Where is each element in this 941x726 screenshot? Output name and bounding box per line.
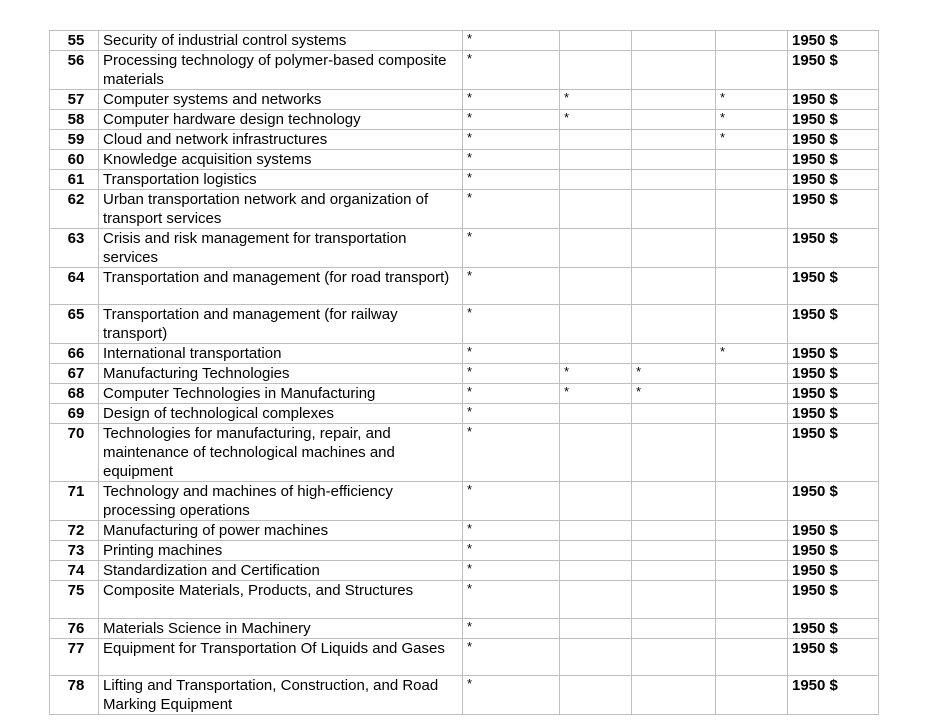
table-row [50,364,879,384]
availability-mark [560,424,632,482]
price: 1950 $ [788,521,879,541]
availability-mark [632,90,716,110]
program-name: Manufacturing Technologies [99,364,463,384]
table-row [50,541,879,561]
availability-mark [716,150,788,170]
program-name: Computer Technologies in Manufacturing [99,384,463,404]
availability-mark [716,31,788,51]
availability-mark [560,541,632,561]
price: 1950 $ [788,424,879,482]
availability-mark [560,130,632,150]
availability-mark: * [463,639,560,676]
availability-mark: * [463,268,560,305]
availability-mark: * [463,130,560,150]
availability-mark [560,51,632,90]
row-number: 73 [50,541,99,561]
availability-mark: * [463,229,560,268]
availability-mark [560,676,632,715]
row-number: 63 [50,229,99,268]
price: 1950 $ [788,384,879,404]
price: 1950 $ [788,130,879,150]
availability-mark [560,268,632,305]
availability-mark [560,404,632,424]
program-name: Crisis and risk management for transportation services [99,229,463,268]
availability-mark [716,229,788,268]
availability-mark: * [632,364,716,384]
availability-mark: * [560,110,632,130]
availability-mark: * [463,170,560,190]
availability-mark [716,404,788,424]
availability-mark [716,561,788,581]
availability-mark [560,150,632,170]
row-number: 77 [50,639,99,676]
availability-mark [560,639,632,676]
program-name: Security of industrial control systems [99,31,463,51]
availability-mark: * [463,305,560,344]
row-number: 67 [50,364,99,384]
program-name: Transportation and management (for road transport) [99,268,463,305]
availability-mark [632,170,716,190]
row-number: 61 [50,170,99,190]
availability-mark: * [716,110,788,130]
program-name: Technology and machines of high-efficiency processing operations [99,482,463,521]
availability-mark [632,268,716,305]
availability-mark: * [632,384,716,404]
row-number: 55 [50,31,99,51]
availability-mark [560,31,632,51]
availability-mark [716,268,788,305]
price: 1950 $ [788,561,879,581]
availability-mark: * [463,561,560,581]
availability-mark [632,521,716,541]
price: 1950 $ [788,305,879,344]
price: 1950 $ [788,404,879,424]
availability-mark [560,344,632,364]
row-number: 76 [50,619,99,639]
availability-mark [632,305,716,344]
availability-mark: * [463,364,560,384]
row-number: 68 [50,384,99,404]
availability-mark [632,639,716,676]
availability-mark [632,619,716,639]
availability-mark: * [463,90,560,110]
row-number: 75 [50,581,99,619]
availability-mark [716,170,788,190]
program-name: Knowledge acquisition systems [99,150,463,170]
table-row [50,384,879,404]
table-row [50,31,879,51]
price: 1950 $ [788,51,879,90]
table-row [50,561,879,581]
availability-mark: * [463,619,560,639]
availability-mark [632,229,716,268]
availability-mark: * [463,581,560,619]
availability-mark [632,110,716,130]
availability-mark [632,581,716,619]
availability-mark: * [463,51,560,90]
table-row [50,130,879,150]
row-number: 62 [50,190,99,229]
table-body [50,31,879,715]
availability-mark [716,424,788,482]
availability-mark [632,150,716,170]
program-name: Equipment for Transportation Of Liquids and Gases [99,639,463,676]
program-name: Technologies for manufacturing, repair, and maintenance of technological machines and equipment [99,424,463,482]
availability-mark: * [463,150,560,170]
availability-mark: * [463,190,560,229]
table-row [50,229,879,268]
program-name: Composite Materials, Products, and Structures [99,581,463,619]
availability-mark [716,482,788,521]
availability-mark [560,561,632,581]
row-number: 71 [50,482,99,521]
availability-mark: * [463,482,560,521]
program-name: Urban transportation network and organization of transport services [99,190,463,229]
table-row [50,482,879,521]
row-number: 66 [50,344,99,364]
program-name: Computer hardware design technology [99,110,463,130]
availability-mark: * [463,110,560,130]
availability-mark [632,676,716,715]
availability-mark: * [716,130,788,150]
availability-mark [716,384,788,404]
price: 1950 $ [788,150,879,170]
row-number: 60 [50,150,99,170]
row-number: 57 [50,90,99,110]
availability-mark: * [560,384,632,404]
availability-mark [716,639,788,676]
program-name: Transportation and management (for railway transport) [99,305,463,344]
table-row [50,110,879,130]
availability-mark: * [463,541,560,561]
program-name: Computer systems and networks [99,90,463,110]
program-name: Processing technology of polymer-based composite materials [99,51,463,90]
availability-mark [632,561,716,581]
price: 1950 $ [788,229,879,268]
availability-mark: * [716,344,788,364]
program-name: Printing machines [99,541,463,561]
availability-mark [716,541,788,561]
availability-mark [560,581,632,619]
program-name: Materials Science in Machinery [99,619,463,639]
availability-mark [716,521,788,541]
availability-mark: * [716,90,788,110]
table-row [50,619,879,639]
table-row [50,521,879,541]
row-number: 64 [50,268,99,305]
row-number: 58 [50,110,99,130]
row-number: 74 [50,561,99,581]
availability-mark: * [463,521,560,541]
program-name: Manufacturing of power machines [99,521,463,541]
availability-mark [716,676,788,715]
availability-mark [716,305,788,344]
table-row [50,170,879,190]
price: 1950 $ [788,268,879,305]
availability-mark [560,521,632,541]
availability-mark [560,190,632,229]
table-row [50,305,879,344]
availability-mark [560,229,632,268]
price: 1950 $ [788,90,879,110]
availability-mark: * [560,90,632,110]
price: 1950 $ [788,676,879,715]
availability-mark: * [463,384,560,404]
price: 1950 $ [788,541,879,561]
program-name: Standardization and Certification [99,561,463,581]
availability-mark [632,51,716,90]
program-name: Design of technological complexes [99,404,463,424]
availability-mark [632,541,716,561]
program-name: International transportation [99,344,463,364]
program-name: Lifting and Transportation, Construction, and Road Marking Equipment [99,676,463,715]
availability-mark [716,190,788,229]
table-row [50,424,879,482]
availability-mark [716,51,788,90]
availability-mark [560,619,632,639]
availability-mark: * [463,31,560,51]
table-row [50,268,879,305]
table-row [50,190,879,229]
row-number: 72 [50,521,99,541]
availability-mark [632,344,716,364]
price: 1950 $ [788,364,879,384]
price: 1950 $ [788,31,879,51]
program-name: Transportation logistics [99,170,463,190]
table-row [50,90,879,110]
availability-mark: * [463,424,560,482]
availability-mark [560,305,632,344]
availability-mark [632,482,716,521]
availability-mark: * [463,344,560,364]
availability-mark [632,31,716,51]
availability-mark [632,424,716,482]
row-number: 70 [50,424,99,482]
availability-mark: * [463,676,560,715]
availability-mark [560,170,632,190]
price: 1950 $ [788,619,879,639]
program-name: Cloud and network infrastructures [99,130,463,150]
row-number: 65 [50,305,99,344]
availability-mark: * [560,364,632,384]
programs-table [49,30,879,715]
table-row [50,404,879,424]
price: 1950 $ [788,190,879,229]
row-number: 69 [50,404,99,424]
availability-mark [632,190,716,229]
row-number: 56 [50,51,99,90]
availability-mark [716,619,788,639]
price: 1950 $ [788,344,879,364]
price: 1950 $ [788,639,879,676]
table-row [50,344,879,364]
availability-mark [632,130,716,150]
price: 1950 $ [788,581,879,619]
availability-mark [716,581,788,619]
table-row [50,639,879,676]
table-row [50,150,879,170]
price: 1950 $ [788,110,879,130]
table-row [50,676,879,715]
availability-mark [716,364,788,384]
price: 1950 $ [788,170,879,190]
row-number: 59 [50,130,99,150]
availability-mark [560,482,632,521]
availability-mark [632,404,716,424]
table-row [50,581,879,619]
price: 1950 $ [788,482,879,521]
row-number: 78 [50,676,99,715]
availability-mark: * [463,404,560,424]
table-row [50,51,879,90]
